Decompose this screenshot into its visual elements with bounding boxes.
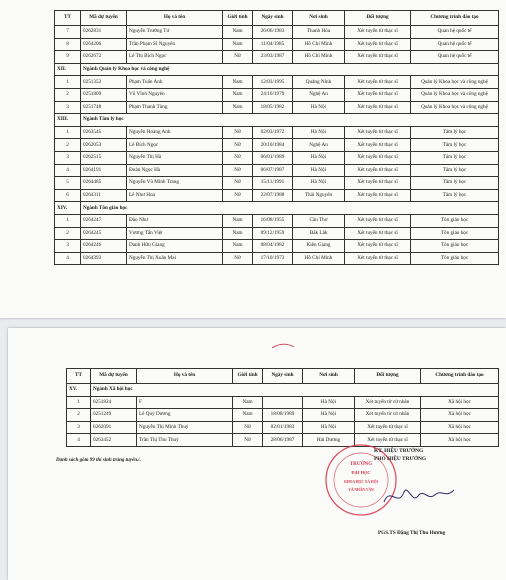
section-number: XII.	[55, 63, 81, 76]
table-cell: Hồ Chí Minh	[293, 38, 345, 51]
table-cell: Hà Nội	[303, 396, 355, 409]
table-cell: Tâm lý học	[411, 139, 499, 152]
table-cell: 0264206	[81, 38, 127, 51]
table-cell: 3	[55, 101, 81, 114]
column-header: Nơi sinh	[303, 369, 355, 384]
table-cell: Hồ Chí Minh	[293, 252, 345, 265]
table-cell: Nữ	[233, 421, 263, 434]
column-header: TT	[67, 369, 91, 384]
table-cell: Nam	[233, 409, 263, 422]
table-cell: Xã hội học	[421, 396, 499, 409]
table-cell: Lê Thị Bích Ngọc	[127, 51, 223, 64]
stamp-text-2: ĐẠI HỌC	[351, 470, 371, 475]
column-header: Họ và tên	[127, 11, 223, 26]
table-cell: Xét tuyển từ thạc sĩ	[345, 227, 411, 240]
table-cell: Nam	[223, 88, 253, 101]
table-cell: 24/10/1979	[253, 88, 293, 101]
table-cell: Nam	[223, 214, 253, 227]
table-cell: 23/03/1987	[253, 51, 293, 64]
column-header: Mã dự tuyển	[91, 369, 137, 384]
table-cell: 26/06/1983	[253, 26, 293, 39]
table-cell: 17/10/1973	[253, 252, 293, 265]
table-cell: Xã hội học	[421, 409, 499, 422]
table-cell: Nam	[233, 396, 263, 409]
table-cell: Nữ	[223, 164, 253, 177]
column-header: Ngày sinh	[263, 369, 303, 384]
table-row	[55, 51, 499, 64]
table-row	[55, 26, 499, 39]
table-cell: 02/01/1983	[263, 421, 303, 434]
table-cell: 5	[55, 177, 81, 190]
table-cell: Vương Tấn Việt	[127, 227, 223, 240]
table-header	[55, 11, 499, 26]
table-cell: Nữ	[223, 252, 253, 265]
table-cell: 0251809	[81, 88, 127, 101]
table-cell: Xét tuyển từ thạc sĩ	[345, 151, 411, 164]
table-cell: Cần Thơ	[293, 214, 345, 227]
table-cell: 1	[67, 396, 91, 409]
table-cell: Xét tuyển từ thạc sĩ	[345, 164, 411, 177]
table-cell: Thanh Hóa	[293, 26, 345, 39]
handwritten-signature	[380, 478, 458, 514]
section-title: Ngành Tâm lý học	[81, 114, 499, 127]
table-cell: Xét tuyển từ thạc sĩ	[345, 240, 411, 253]
table-cell: 18/08/1989	[263, 409, 303, 422]
table-cell: 8	[55, 38, 81, 51]
table-cell: 06/01/1989	[253, 151, 293, 164]
table-cell: 0262831	[81, 26, 127, 39]
section-number: XIII.	[55, 114, 81, 127]
table-cell: Tôn giáo học	[411, 227, 499, 240]
column-header: Mã dự tuyển	[81, 11, 127, 26]
table-cell: Phạm Tuấn Anh	[127, 76, 223, 89]
table-cell: Nữ	[223, 51, 253, 64]
table-row	[55, 76, 499, 89]
table-cell: 0251249	[91, 409, 137, 422]
column-header: TT	[55, 11, 81, 26]
table-cell: Hà Nội	[293, 164, 345, 177]
table-cell: Đắk Lắk	[293, 227, 345, 240]
column-header: Đối tượng	[345, 11, 411, 26]
section-row	[67, 384, 499, 397]
table-cell: Nữ	[223, 189, 253, 202]
table-cell: Trần Phạm Sĩ Nguyên	[127, 38, 223, 51]
stamp-text-1: TRƯỜNG	[349, 462, 373, 467]
table-cell: Nam	[223, 101, 253, 114]
table-row	[55, 38, 499, 51]
table-cell: 0264311	[81, 189, 127, 202]
table-cell: 0262091	[91, 421, 137, 434]
table-cell: Xét tuyển từ thạc sĩ	[345, 76, 411, 89]
table-cell: Hà Nội	[293, 151, 345, 164]
table-row	[67, 409, 499, 422]
table-cell: 06/07/1987	[253, 164, 293, 177]
table-cell: 02/03/1972	[253, 126, 293, 139]
table-cell: 6	[55, 189, 81, 202]
table-cell: Hải Dương	[303, 434, 355, 447]
table-cell: Tâm lý học	[411, 177, 499, 190]
table-cell: 2	[67, 409, 91, 422]
table-cell: Xét tuyển từ thạc sĩ	[355, 421, 421, 434]
table-cell: Nguyễn Trường Tứ	[127, 26, 223, 39]
table-cell: 0251748	[81, 101, 127, 114]
table-row	[55, 252, 499, 265]
table-cell: Nữ	[223, 139, 253, 152]
table-cell: 3	[67, 421, 91, 434]
table-cell: 0264393	[81, 252, 127, 265]
table-cell: Nguyễn Thị Hà	[127, 151, 223, 164]
table-row	[55, 151, 499, 164]
table-row	[55, 214, 499, 227]
table-cell: 0264247	[81, 214, 127, 227]
table-row	[55, 126, 499, 139]
table-cell: Xét tuyển từ cử nhân	[355, 409, 421, 422]
table-cell: Nữ	[223, 126, 253, 139]
table-cell: 20/10/1984	[253, 139, 293, 152]
table-row	[67, 434, 499, 447]
column-header: Chương trình đào tạo	[421, 369, 499, 384]
table-cell: Tôn giáo học	[411, 252, 499, 265]
table-cell: Quảng Ninh	[293, 76, 345, 89]
table-cell: 3	[55, 151, 81, 164]
table-header	[67, 369, 499, 384]
table-cell: Tôn giáo học	[411, 214, 499, 227]
table-cell: Đoàn Ngọc Hà	[127, 164, 223, 177]
table-cell: Nguyễn Vũ Minh Trang	[127, 177, 223, 190]
table-cell: 0251352	[81, 76, 127, 89]
table-cell: 1	[55, 126, 81, 139]
table-cell: 11/04/1985	[253, 38, 293, 51]
table-cell: 22/07/1988	[253, 189, 293, 202]
table-cell: Danh Hữu Giang	[127, 240, 223, 253]
table-row	[55, 164, 499, 177]
table-cell: Kiên Giang	[293, 240, 345, 253]
table-cell: Xét tuyển từ thạc sĩ	[345, 88, 411, 101]
table-cell: 0264246	[81, 240, 127, 253]
table-cell: Xét tuyển từ thạc sĩ	[345, 252, 411, 265]
table-cell: Hà Nội	[303, 409, 355, 422]
table-cell: Xét tuyển từ thạc sĩ	[355, 434, 421, 447]
section-number: XIV.	[55, 202, 81, 215]
table-cell: Nữ	[223, 177, 253, 190]
table-row	[55, 101, 499, 114]
table-cell: Xét tuyển từ thạc sĩ	[345, 51, 411, 64]
signature-title-line-2: PHÓ HIỆU TRƯỞNG	[374, 456, 427, 462]
table-cell: 4	[55, 164, 81, 177]
table-cell: Phạm Thanh Tùng	[127, 101, 223, 114]
section-title: Ngành Tôn giáo học	[81, 202, 499, 215]
table-cell: Xét tuyển từ thạc sĩ	[345, 189, 411, 202]
section-title: Ngành Quản lý Khoa học và công nghệ	[81, 63, 499, 76]
signature-title-line-1: KT. HIỆU TRƯỞNG	[374, 448, 424, 454]
table-cell: Tâm lý học	[411, 189, 499, 202]
table-cell: Nghệ An	[293, 88, 345, 101]
table-cell: Xét tuyển từ thạc sĩ	[345, 126, 411, 139]
stamp-text-3: KHOA HỌC XÃ HỘI	[344, 480, 378, 484]
table-cell: Hà Nội	[293, 101, 345, 114]
table-cell: 0262672	[81, 51, 127, 64]
table-cell: F	[137, 396, 233, 409]
table-cell: Quản lý Khoa học và công nghệ	[411, 88, 499, 101]
table-cell: Tôn giáo học	[411, 240, 499, 253]
table-cell: 4	[55, 252, 81, 265]
table-row	[55, 139, 499, 152]
table-cell: Tâm lý học	[411, 151, 499, 164]
table-row	[55, 227, 499, 240]
admissions-table-1	[54, 10, 499, 265]
table-cell: Quan hệ quốc tế	[411, 38, 499, 51]
table-cell: Xét tuyển từ thạc sĩ	[345, 214, 411, 227]
table-cell: Xét tuyển từ thạc sĩ	[345, 26, 411, 39]
table-cell: Xã hội học	[421, 434, 499, 447]
table-cell: Nữ	[233, 434, 263, 447]
table-row	[67, 421, 499, 434]
table-cell: 4	[67, 434, 91, 447]
column-header: Ngày sinh	[253, 11, 293, 26]
table-cell: Xã hội học	[421, 421, 499, 434]
table-cell: Vũ Vĩnh Nguyên	[127, 88, 223, 101]
column-header: Đối tượng	[355, 369, 421, 384]
stamp-text-4: VÀ NHÂN VĂN	[348, 488, 374, 492]
table-cell: Xét tuyển từ thạc sĩ	[345, 101, 411, 114]
column-header: Họ và tên	[137, 369, 233, 384]
section-number: XV.	[67, 384, 91, 397]
table-cell: 0251824	[91, 396, 137, 409]
table-cell: 0262515	[81, 151, 127, 164]
table-cell: Lê Bích Ngọc	[127, 139, 223, 152]
table-cell: Quản lý Khoa học và công nghệ	[411, 76, 499, 89]
table-cell: Nam	[223, 26, 253, 39]
table-cell: 0263452	[91, 434, 137, 447]
table-row	[55, 177, 499, 190]
table-cell: 2	[55, 88, 81, 101]
table-cell: Xét tuyển từ thạc sĩ	[345, 139, 411, 152]
table-cell: Nam	[223, 76, 253, 89]
section-row	[55, 63, 499, 76]
table-cell: Đào Như	[127, 214, 223, 227]
table-cell: Xét tuyển từ thạc sĩ	[345, 38, 411, 51]
table-cell: 1	[55, 214, 81, 227]
table-row	[55, 189, 499, 202]
table-cell: 7	[55, 26, 81, 39]
table-cell: 08/04/1982	[253, 240, 293, 253]
table-cell: 2	[55, 139, 81, 152]
column-header: Nơi sinh	[293, 11, 345, 26]
table-cell: 28/06/1987	[263, 434, 303, 447]
table-cell: 12/03/1995	[253, 76, 293, 89]
table-cell: Nam	[223, 38, 253, 51]
table-cell	[263, 396, 303, 409]
table-cell: 1	[55, 76, 81, 89]
table-cell: Thái Nguyên	[293, 189, 345, 202]
table-cell: 0264245	[81, 227, 127, 240]
column-header: Giới tính	[233, 369, 263, 384]
table-cell: Hà Nội	[303, 421, 355, 434]
table-cell: Tâm lý học	[411, 126, 499, 139]
section-row	[55, 114, 499, 127]
column-header: Chương trình đào tạo	[411, 11, 499, 26]
column-header: Giới tính	[223, 11, 253, 26]
table-cell: Nguyễn Thị Minh Thuý	[137, 421, 233, 434]
table-cell: Quan hệ quốc tế	[411, 26, 499, 39]
table-cell: 16/08/1955	[253, 214, 293, 227]
table-cell: Nam	[223, 227, 253, 240]
table-row	[55, 88, 499, 101]
table-cell: Lê Như Hoa	[127, 189, 223, 202]
table-cell: Nguyễn Hoàng Anh	[127, 126, 223, 139]
list-note: Danh sách gồm 99 thí sinh trúng tuyển./.	[56, 458, 141, 463]
table-cell: Quản lý Khoa học và công nghệ	[411, 101, 499, 114]
table-cell: 3	[55, 240, 81, 253]
table-cell: Nghệ An	[293, 139, 345, 152]
section-row	[55, 202, 499, 215]
table-cell: Hà Nội	[293, 177, 345, 190]
table-cell: Xét tuyển từ thạc sĩ	[345, 177, 411, 190]
red-pen-mark	[270, 342, 296, 350]
table-cell: Trần Thị Thu Thuỷ	[137, 434, 233, 447]
table-cell: Hà Nội	[293, 126, 345, 139]
table-cell: 18/05/1982	[253, 101, 293, 114]
signer-name: PGS.TS Đặng Thị Thu Hương	[378, 530, 446, 536]
table-row	[67, 396, 499, 409]
admissions-table-2	[66, 368, 499, 447]
table-cell: 0262053	[81, 139, 127, 152]
document-page-2	[8, 328, 506, 580]
table-cell: Nguyễn Thị Xuân Mai	[127, 252, 223, 265]
table-cell: Hồ Chí Minh	[293, 51, 345, 64]
table-cell: Tâm lý học	[411, 164, 499, 177]
table-row	[55, 240, 499, 253]
table-cell: 0264485	[81, 177, 127, 190]
table-cell: 9	[55, 51, 81, 64]
table-cell: Quan hệ quốc tế	[411, 51, 499, 64]
table-cell: 0263545	[81, 126, 127, 139]
table-cell: 15/11/1991	[253, 177, 293, 190]
table-cell: 2	[55, 227, 81, 240]
section-title: Ngành Xã hội học	[91, 384, 499, 397]
table-cell: Nữ	[223, 151, 253, 164]
table-cell: Xét tuyển từ cử nhân	[355, 396, 421, 409]
table-cell: 0264191	[81, 164, 127, 177]
table-cell: Nam	[223, 240, 253, 253]
table-cell: 09/12/1959	[253, 227, 293, 240]
table-cell: Lê Quý Dương	[137, 409, 233, 422]
